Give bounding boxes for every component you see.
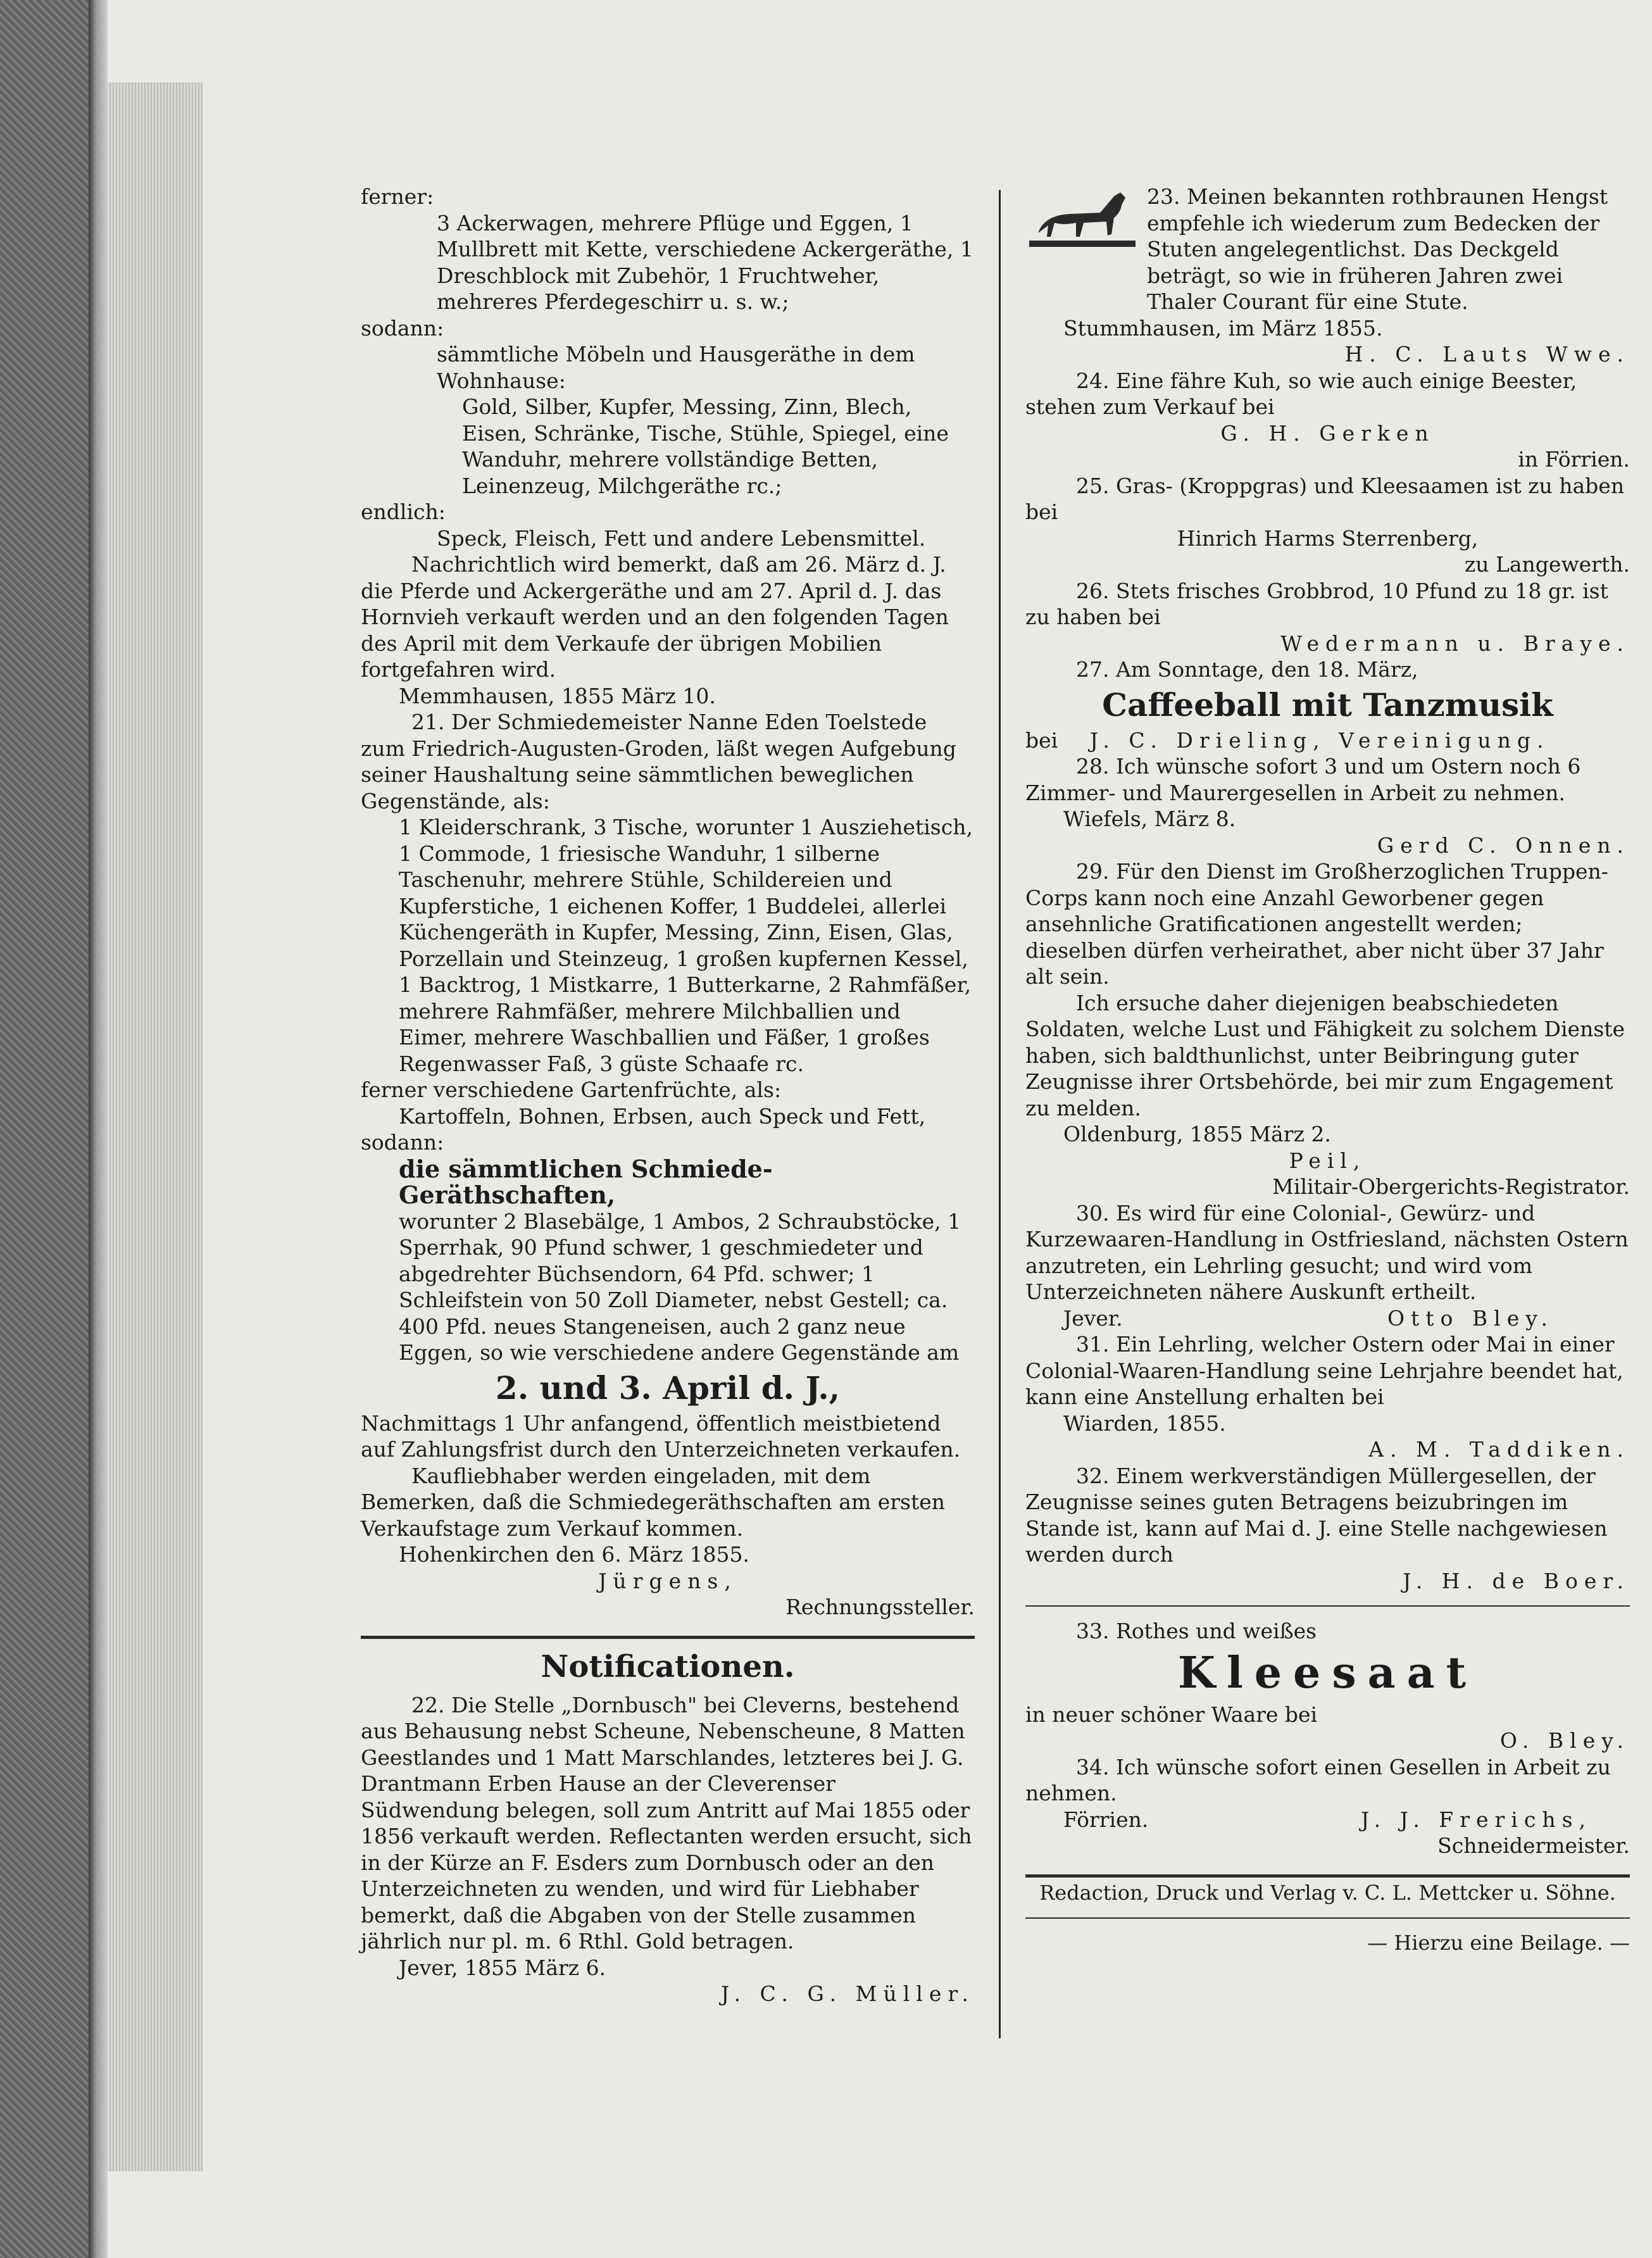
right-column — [1025, 184, 1630, 1957]
notice-21-ferner: ferner verschiedene Gartenfrüchte, als: — [361, 1077, 782, 1102]
supplement-note: — Hierzu eine Beilage. — — [1367, 1931, 1630, 1955]
notice-21-terms: Nachmittags 1 Uhr anfangend, öffentlich meistbietend auf Zahlungsfrist durch den Unterzeichneten verkaufen. — [361, 1410, 961, 1462]
footer-rule — [1025, 1874, 1630, 1878]
notice-21-date: 2. und 3. April d. J., — [495, 1369, 841, 1407]
notice-21-items: 1 Kleiderschrank, 3 Tische, worunter 1 Ausziehetisch, 1 Commode, 1 friesische Wanduhr, 1 silberne Taschenuhr, mehrere Stühle, Schildereien und Kupferstiche, 1 eichenen Koffer, 1 Buddelei, allerlei Küchengeräth in Kupfer, Messing, Zinn, Eisen, Glas, Porzellain und Steinzeug, 1 großen kupfernen Kessel, 1 Backtrog, 1 Mistkarre, 1 Butterkarne, 2 Rahmfäßer, mehrere Rahmfäßer, mehrere Milchballien und Eimer, mehrere Waschballien und Fäßer, 1 großes Regenwasser Faß, 3 güste Schaafe rc. — [399, 815, 973, 1076]
furniture-intro: sämmtliche Möbeln und Hausgeräthe in dem Wohnhause: — [437, 342, 915, 393]
notice-31-signer: A. M. Taddiken. — [1368, 1437, 1630, 1462]
notice-24-text: 24. Eine fähre Kuh, so wie auch einige Beester, stehen zum Verkauf bei — [1025, 368, 1577, 419]
label-ferner: ferner: — [361, 184, 434, 209]
notice-23 — [1025, 184, 1630, 315]
notice-27-bei: bei — [1025, 727, 1058, 753]
notice-29-text: 29. Für den Dienst im Großherzoglichen Truppen-Corps kann noch eine Anzahl Geworbener gegen ansehnliche Gratificationen angestellt werden; dieselben dürfen verheirathet, aber nicht über 37 Jahr alt sein. — [1025, 859, 1608, 989]
notice-21-signer: Jürgens, — [598, 1568, 737, 1593]
notice-27-text: 27. Am Sonntage, den 18. März, — [1076, 657, 1418, 682]
notice-27-line — [1025, 727, 1630, 754]
label-endlich: endlich: — [361, 499, 446, 524]
binding-edge — [89, 0, 108, 2258]
label-sodann: sodann: — [361, 315, 444, 341]
notice-21-intro: 21. Der Schmiedemeister Nanne Eden Toelstede zum Friedrich-Augusten-Groden, läßt wegen Aufgebung seiner Haushaltung seine sämmtlichen beweglichen Gegenstände, als: — [361, 710, 956, 813]
book-binding — [0, 0, 89, 2258]
horse-icon — [1025, 184, 1139, 260]
notice-21-place-date: Hohenkirchen den 6. März 1855. — [399, 1542, 749, 1567]
notice-23-signer: H. C. Lauts Wwe. — [1344, 342, 1630, 367]
notice-31-place-date: Wiarden, 1855. — [1063, 1410, 1226, 1436]
column-divider — [999, 190, 1001, 2038]
notice-23-place-date: Stummhausen, im März 1855. — [1063, 315, 1383, 341]
notice-22-place-date: Jever, 1855 März 6. — [399, 1955, 606, 1980]
notice-29-place-date: Oldenburg, 1855 März 2. — [1063, 1122, 1331, 1146]
notice-21-fruits: Kartoffeln, Bohnen, Erbsen, auch Speck und Fett, — [399, 1103, 926, 1129]
notice-25-place: zu Langewerth. — [1464, 552, 1630, 577]
notice-26-text: 26. Stets frisches Grobbrod, 10 Pfund zu 18 gr. ist zu haben bei — [1025, 578, 1608, 629]
notice-28-text: 28. Ich wünsche sofort 3 und um Ostern noch 6 Zimmer- und Maurergesellen in Arbeit zu nehmen. — [1025, 754, 1581, 805]
notice-25-signer: Hinrich Harms Sterrenberg, — [1177, 525, 1479, 551]
notice-22-text: 22. Die Stelle „Dornbusch" bei Cleverns, bestehend aus Behausung nebst Scheune, Nebenscheune, 8 Matten Geestlandes und 1 Matt Marschlandes, letzteres bei J. G. Drantmann Erben Hause an der Cleverenser Südwendung belegen, soll zum Antritt auf Mai 1855 oder 1856 verkauft werden. Reflectanten werden ersucht, sich in der Kürze an F. Esders zum Dornbusch oder an den Unterzeichneten zu wenden, und wird für Liebhaber bemerkt, daß die Abgaben von der Stelle zusammen jährlich nur pl. m. 6 Rthl. Gold betragen. — [361, 1692, 972, 1954]
notice-30-signer: Otto Bley. — [1387, 1305, 1554, 1331]
notice-29-signer-title: Militair-Obergerichts-Registrator. — [1272, 1174, 1630, 1199]
notice-27-signer: J. C. Drieling, Vereinigung. — [1089, 727, 1550, 753]
notice-23-text: 23. Meinen bekannten rothbraunen Hengst empfehle ich wiederum zum Bedecken der Stuten angelegentlichst. Das Deckgeld beträgt, so wie in früheren Jahren zwei Thaler Courant für eine Stute. — [1147, 184, 1608, 314]
notice-33-signer: O. Bley. — [1499, 1728, 1630, 1753]
notice-30-text: 30. Es wird für eine Colonial-, Gewürz- und Kurzewaaren-Handlung in Ostfriesland, nächsten Ostern anzutreten, ein Lehrling gesucht; und wird vom Unterzeichneten nähere Auskunft ertheilt. — [1025, 1200, 1629, 1304]
notice-34-signer: J. J. Frerichs, — [1361, 1807, 1592, 1832]
notice-26-signer: Wedermann u. Braye. — [1280, 630, 1630, 656]
sale-notice: Nachrichtlich wird bemerkt, daß am 26. März d. J. die Pferde und Ackergeräthe und am 27. April d. J. das Hornvieh verkauft werden und an den folgenden Tagen des April mit dem Verkaufe der übrigen Mobilien fortgefahren wird. — [361, 552, 949, 682]
notice-21-signer-title: Rechnungssteller. — [785, 1595, 975, 1619]
notice-34-place: Förrien. — [1063, 1807, 1149, 1832]
notice-21-sodann: sodann: — [361, 1130, 444, 1155]
notice-34-text: 34. Ich wünsche sofort einen Gesellen in Arbeit zu nehmen. — [1025, 1754, 1611, 1805]
food-items: Speck, Fleisch, Fett und andere Lebensmittel. — [437, 525, 926, 551]
notice-29-text2: Ich ersuche daher diejenigen beabschiedeten Soldaten, welche Lust und Fähigkeit zu solchem Dienste haben, sich baldthunlichst, unter Beibringung guter Zeugnisse ihrer Ortsbehörde, bei mir zum Engagement zu melden. — [1025, 990, 1625, 1120]
notice-28-signer: Gerd C. Onnen. — [1377, 832, 1630, 858]
left-column — [361, 184, 975, 2007]
place-date-memmhausen: Memmhausen, 1855 März 10. — [399, 683, 716, 708]
notice-separator — [1025, 1605, 1630, 1607]
notice-33-big: Kleesaat — [1177, 1647, 1478, 1698]
notifications-heading: Notificationen. — [541, 1648, 795, 1684]
notice-27-big: Caffeeball mit Tanzmusik — [1102, 686, 1553, 724]
notice-22-signer: J. C. G. Müller. — [720, 1981, 975, 2006]
notice-33-text2: in neuer schöner Waare bei — [1025, 1702, 1318, 1727]
notice-28-place-date: Wiefels, März 8. — [1063, 806, 1236, 831]
notice-32-text: 32. Einem werkverständigen Müllergesellen, der Zeugnisse seines guten Betragens beizubringen im Stande ist, kann auf Mai d. J. eine Stelle nachgewiesen werden durch — [1025, 1463, 1608, 1567]
imprint: Redaction, Druck und Verlag v. C. L. Mettcker u. Söhne. — [1039, 1880, 1616, 1905]
notice-24-signer: G. H. Gerken — [1220, 420, 1435, 446]
notice-21-tools: worunter 2 Blasebälge, 1 Ambos, 2 Schraubstöcke, 1 Sperrhak, 90 Pfund schwer, 1 geschmiedeter und abgedrehter Büchsendorn, 64 Pfd. schwer; 1 Schleifstein von 50 Zoll Diameter, nebst Gestell; ca. 400 Pfd. neues Stangeneisen, auch 2 ganz neue Eggen, so wie verschiedene andere Gegenstände am — [399, 1208, 961, 1365]
notice-29-signer: Peil, — [1289, 1148, 1367, 1173]
notice-24-place: in Förrien. — [1518, 447, 1630, 472]
notice-30-place: Jever. — [1063, 1305, 1123, 1331]
farm-items: 3 Ackerwagen, mehrere Pflüge und Eggen, 1 Mullbrett mit Kette, verschiedene Ackergeräthe, 1 Dreschblock mit Zubehör, 1 Fruchtweher, mehreres Pferdegeschirr u. s. w.; — [437, 210, 973, 314]
metal-items: Gold, Silber, Kupfer, Messing, Zinn, Blech, Eisen, Schränke, Tische, Stühle, Spiegel, eine Wanduhr, mehrere vollständige Betten, Leinenzeug, Milchgeräthe rc.; — [462, 394, 949, 498]
notice-21-tools-head: die sämmtlichen Schmiede-Geräthschaften, — [399, 1154, 773, 1209]
section-rule — [361, 1636, 975, 1639]
notice-21-invite: Kaufliebhaber werden eingeladen, mit dem Bemerken, daß die Schmiedegeräthschaften am ersten Verkaufstage zum Verkauf kommen. — [361, 1463, 945, 1541]
notice-25-text: 25. Gras- (Kroppgras) und Kleesaamen ist zu haben bei — [1025, 473, 1625, 524]
page-stack-edge — [108, 82, 203, 2171]
notice-34-line — [1025, 1807, 1630, 1833]
notice-32-signer: J. H. de Boer. — [1403, 1568, 1630, 1593]
notice-30-line — [1025, 1305, 1630, 1332]
footer-rule-thin — [1025, 1917, 1630, 1919]
notice-33-text: 33. Rothes und weißes — [1076, 1619, 1317, 1643]
notice-34-signer-title: Schneidermeister. — [1437, 1833, 1630, 1858]
notice-31-text: 31. Ein Lehrling, welcher Ostern oder Mai in einer Colonial-Waaren-Handlung seine Lehrjahre beendet hat, kann eine Anstellung erhalten bei — [1025, 1332, 1624, 1409]
